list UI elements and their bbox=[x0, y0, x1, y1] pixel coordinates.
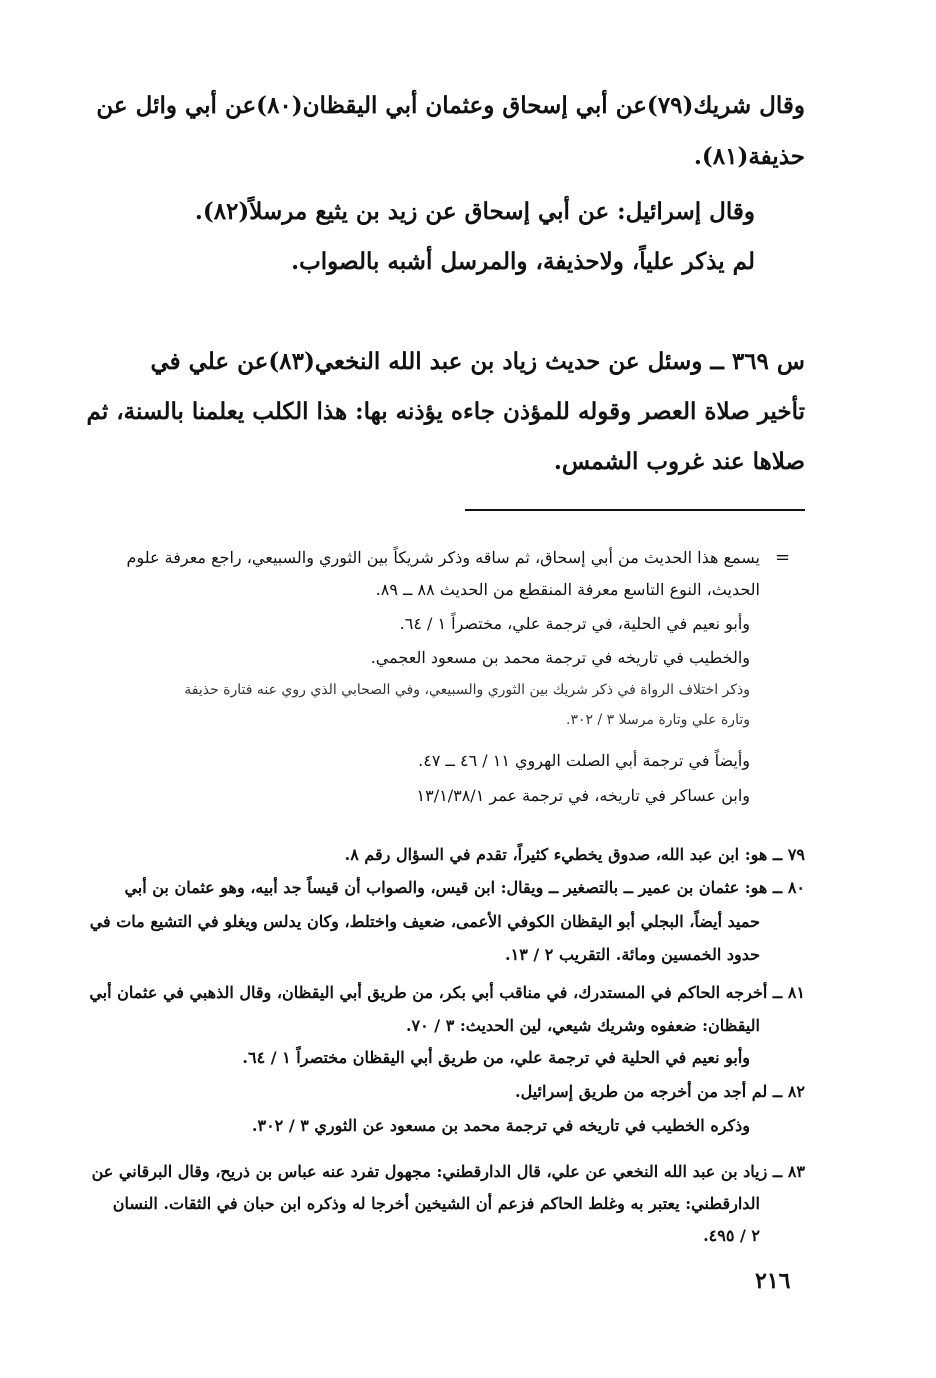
footnote-83: ٨٣ ــ زياد بن عبد الله النخعي عن علي، قال الدارقطني: مجهول تفرد عنه عباس بن ذريح، وقال البرقاني عن bbox=[91, 1162, 805, 1181]
main-text-line: وقال إسرائيل: عن أبي إسحاق عن زيد بن يثيع مرسلاً(٨٢). bbox=[194, 198, 755, 225]
footnote-line: والخطيب في تاريخه في ترجمة محمد بن مسعود العجمي. bbox=[370, 648, 750, 667]
continuation-marker: = bbox=[775, 547, 791, 568]
footnote-separator bbox=[465, 509, 805, 511]
footnote-81-cont: اليقظان: ضعفوه وشريك شيعي، لين الحديث: ٣ / ٧٠. bbox=[405, 1016, 760, 1035]
main-text-line: صلاها عند غروب الشمس. bbox=[553, 448, 805, 475]
main-text-line: حذيفة(٨١). bbox=[693, 143, 805, 170]
footnote-83-cont: ٢ / ٤٩٥. bbox=[703, 1226, 760, 1245]
footnote-line: الحديث، النوع التاسع معرفة المنقطع من الحديث ٨٨ ــ ٨٩. bbox=[375, 580, 760, 599]
footnote-line: وذكر اختلاف الرواة في ذكر شريك بين الثوري والسبيعي، وفي الصحابي الذي روي عنه فتارة حذيفة bbox=[184, 682, 750, 698]
footnote-82: ٨٢ ــ لم أجد من أخرجه من طريق إسرائيل. bbox=[515, 1082, 805, 1101]
footnote-80: ٨٠ ــ هو: عثمان بن عمير ــ بالتصغير ــ ويقال: ابن قيس، والصواب أن قيساً جد أبيه، وهو عثمان بن أبي bbox=[124, 878, 805, 897]
footnote-line: وابن عساكر في تاريخه، في ترجمة عمر ١٣/١/٣٨/١ bbox=[416, 786, 750, 805]
main-text-line: وقال شريك(٧٩)عن أبي إسحاق وعثمان أبي اليقظان(٨٠)عن أبي وائل عن bbox=[96, 92, 805, 119]
footnote-82-cont: وذكره الخطيب في تاريخه في ترجمة محمد بن مسعود عن الثوري ٣ / ٣٠٢. bbox=[251, 1116, 750, 1135]
footnote-line: وأبو نعيم في الحلية، في ترجمة علي، مختصراً ١ / ٦٤. bbox=[399, 614, 750, 633]
question-heading: س ٣٦٩ ــ وسئل عن حديث زياد بن عبد الله النخعي(٨٣)عن علي في bbox=[150, 348, 805, 375]
main-text-line: لم يذكر علياً، ولاحذيفة، والمرسل أشبه بالصواب. bbox=[291, 248, 755, 275]
main-text-line: تأخير صلاة العصر وقوله للمؤذن جاءه يؤذنه بها: هذا الكلب يعلمنا بالسنة، ثم bbox=[86, 398, 805, 425]
footnote-79: ٧٩ ــ هو: ابن عبد الله، صدوق يخطيء كثيراً، تقدم في السؤال رقم ٨. bbox=[344, 845, 805, 864]
footnote-line: وأيضاً في ترجمة أبي الصلت الهروي ١١ / ٤٦ ــ ٤٧. bbox=[418, 751, 750, 770]
footnote-81-cont: وأبو نعيم في الحلية في ترجمة علي، من طريق أبي اليقظان مختصراً ١ / ٦٤. bbox=[242, 1048, 750, 1067]
footnote-83-cont: الدارقطني: يعتبر به وغلط الحاكم فزعم أن الشيخين أخرجا له وذكره ابن حبان في الثقات. النسان bbox=[112, 1194, 760, 1213]
footnote-line: يسمع هذا الحديث من أبي إسحاق، ثم ساقه وذكر شريكاً بين الثوري والسبيعي، راجع معرفة علوم bbox=[126, 548, 760, 567]
page-number: ٢١٦ bbox=[755, 1268, 791, 1294]
footnote-80-cont: حميد أيضاً، البجلي أبو اليقظان الكوفي الأعمى، ضعيف واختلط، وكان يدلس ويغلو في التشيع مات في bbox=[89, 912, 760, 931]
footnote-line: وتارة علي وتارة مرسلا ٣ / ٣٠٢. bbox=[566, 712, 750, 728]
footnote-80-cont: حدود الخمسين ومائة. التقريب ٢ / ١٣. bbox=[505, 945, 760, 964]
footnote-81: ٨١ ــ أخرجه الحاكم في المستدرك، في مناقب أبي بكر، من طريق أبي اليقظان، وقال الذهبي في عثمان أبي bbox=[89, 983, 805, 1002]
